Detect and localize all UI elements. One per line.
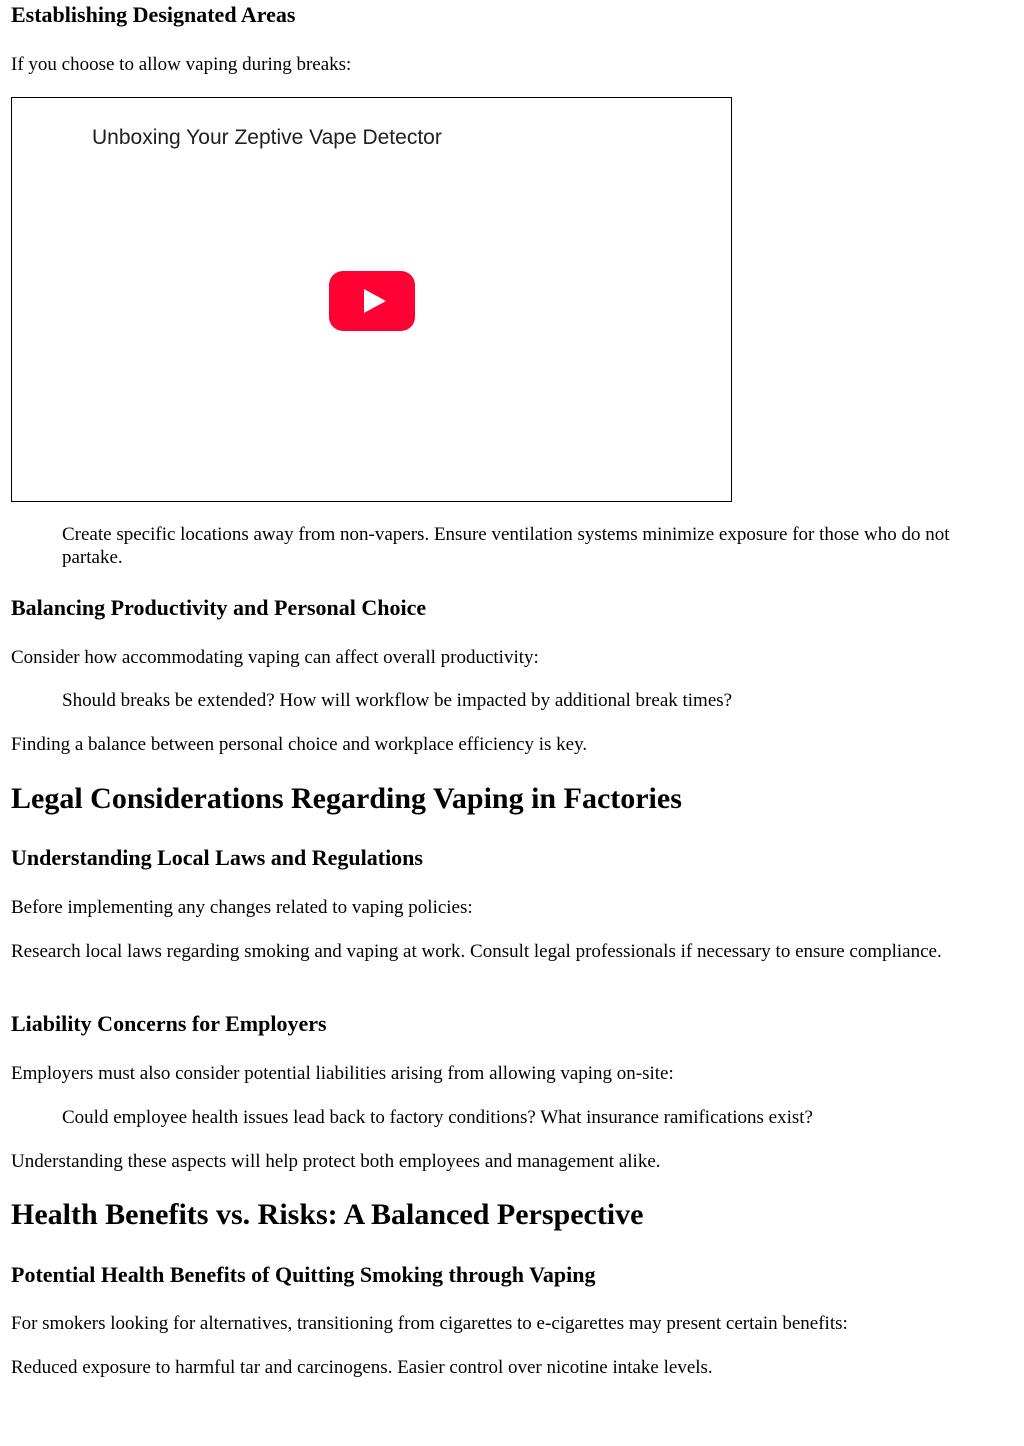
paragraph-health-benefits-list: Reduced exposure to harmful tar and carcinogens. Easier control over nicotine intake levels. <box>11 1357 713 1378</box>
heading-designated-areas: Establishing Designated Areas <box>11 2 296 27</box>
video-title[interactable]: Unboxing Your Zeptive Vape Detector <box>92 126 442 149</box>
paragraph-liability-intro: Employers must also consider potential liabilities arising from allowing vaping on-site: <box>11 1063 674 1084</box>
paragraph-productivity-intro: Consider how accommodating vaping can affect overall productivity: <box>11 647 539 668</box>
list-item-designated-locations: Create specific locations away from non-vapers. Ensure ventilation systems minimize exposure for those who do not partake. <box>62 524 950 568</box>
heading-balancing-productivity: Balancing Productivity and Personal Choice <box>11 595 427 620</box>
heading-health-benefits-risks: Health Benefits vs. Risks: A Balanced Perspective <box>11 1198 644 1231</box>
heading-liability-concerns: Liability Concerns for Employers <box>11 1011 327 1036</box>
paragraph-designated-intro: If you choose to allow vaping during breaks: <box>11 54 352 75</box>
youtube-play-icon[interactable] <box>329 271 415 331</box>
paragraph-local-laws-research: Research local laws regarding smoking and vaping at work. Consult legal professionals if necessary to ensure compliance. <box>11 941 942 962</box>
paragraph-productivity-outro: Finding a balance between personal choice and workplace efficiency is key. <box>11 734 588 755</box>
paragraph-liability-outro: Understanding these aspects will help protect both employees and management alike. <box>11 1151 661 1172</box>
heading-legal-considerations: Legal Considerations Regarding Vaping in Factories <box>11 782 682 815</box>
paragraph-health-intro: For smokers looking for alternatives, transitioning from cigarettes to e-cigarettes may present certain benefits: <box>11 1313 848 1334</box>
list-item-liability-questions: Could employee health issues lead back to factory conditions? What insurance ramifications exist? <box>62 1107 813 1128</box>
paragraph-local-laws-intro: Before implementing any changes related to vaping policies: <box>11 897 473 918</box>
video-embed[interactable] <box>11 97 732 502</box>
list-item-breaks-question: Should breaks be extended? How will workflow be impacted by additional break times? <box>62 690 733 711</box>
heading-potential-health-benefits: Potential Health Benefits of Quitting Smoking through Vaping <box>11 1262 596 1287</box>
heading-local-laws: Understanding Local Laws and Regulations <box>11 845 423 870</box>
